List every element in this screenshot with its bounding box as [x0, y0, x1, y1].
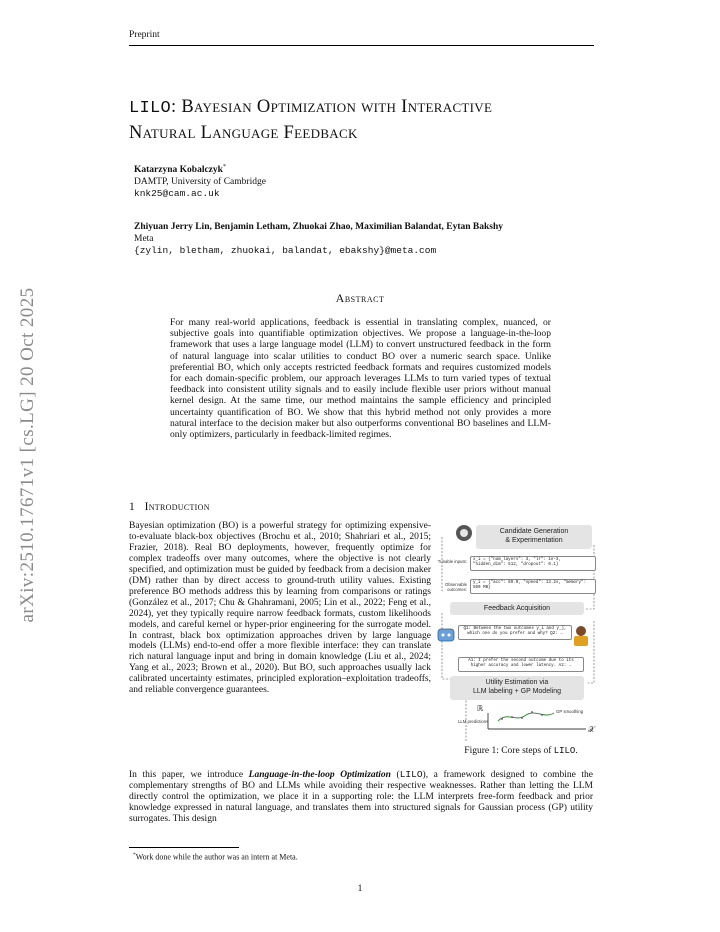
para2-method-name: Language-in-the-loop Optimization [248, 770, 391, 780]
intro-paragraph: Bayesian optimization (BO) is a powerful strategy for optimizing expensive-to-evaluate black-box objectives (Brochu et al., 2010; Shahriari et al., 2015; Frazier, 2018). Real BO deployments, however, frequently optimize for complex tradeoffs over many outcomes, where the objective is not clearly specified, and optimization must be guided by feedback from a decision maker (DM) rather than by direct access to ground-truth utility values. Existing preference BO methods address this by learning from comparisons or ratings (González et al., 2017; Chu & Ghahramani, 2005; Lin et al., 2022; Feng et al., 2024), yet they typically require narrow feedback formats, custom likelihoods models, and careful kernel or hyper-prior engineering for the surrogate model. In contrast, black box optimization approaches driven by large language models (LLMs) end-to-end offer a more flexible interface: they can translate rich natural language input and bring in domain knowledge (Liu et al., 2024; Yang et al., 2023; Brown et al., 2020). But BO, such approaches usually lack calibrated uncertainty estimates, principled exploration–exploitation tradeoffs, and reliable convergence guarantees. [129, 521, 431, 696]
utility-estimation-box [450, 676, 584, 700]
footnote-text: Work done while the author was an intern at Meta. [135, 852, 298, 862]
real-axis-label: ℝ [477, 704, 484, 713]
box1-line1: Candidate Generation [499, 528, 569, 535]
question-bubble: Q1: Between the two outcomes y_i and y_j, which one do you prefer and why? Q2: … [458, 625, 572, 640]
tunable-label: Tunable inputs: [437, 559, 467, 564]
para2-part1: In this paper, we introduce [129, 770, 249, 780]
author2-email[interactable]: {zylin, bletham, zhuokai, balandat, ebakshy}@meta.com [134, 245, 437, 256]
title-line1: : Bayesian Optimization with Interactive [171, 97, 493, 117]
section-number: 1 [129, 501, 136, 513]
figure-1 [436, 521, 598, 743]
section-title: Introduction [144, 501, 210, 513]
author-block-1: Katarzyna Kobalczyk* DAMTP, University of Cambridge knk25@cam.ac.uk [134, 164, 266, 200]
para2-part3: ), a framework designed to combine the complementary strengths of BO and LLMs while avoiding their respective weaknesses. Rather than letting the LLM directly control the optimization, we place it in a supporting role: the LLM interprets free-form feedback and prior knowledge expressed in natural language, and translates them into structured signals for Gaussian process (GP) utility surrogates. This design [129, 770, 594, 824]
abstract-heading: Abstract [335, 291, 385, 305]
observable-label: Observable outcomes: [445, 582, 467, 592]
box3-line2: LLM labeling + GP Modeling [472, 688, 561, 695]
caption-text: Figure 1: Core steps of [464, 746, 554, 756]
abstract-text: For many real-world applications, feedback is essential in translating complex, nuanced, or subjective goals into quantifiable optimization objectives. We propose a language-in-the-loop framework that uses a large language model (LLM) to convert unstructured feedback in the form of natural language into scalar utilities to conduct BO over a numeric search space. Unlike preferential BO, which only accepts restricted feedback formats and requires customized models for each domain-specific problem, our approach leverages LLMs to turn varied types of textual feedback into consistent utility signals and to easily include flexible user priors without manual kernel design. At the same time, our method maintains the sample efficiency and principled uncertainty quantification of BO. We show that this hybrid method not only provides a more natural interface to the decision maker but also outperforms conventional BO baselines and LLM-only optimizers, particularly in feedback-limited regimes. [170, 317, 551, 441]
author1-name: Katarzyna Kobalczyk [134, 165, 223, 176]
author1-affil: DAMTP, University of Cambridge [134, 176, 266, 187]
para2-acronym: LILO [399, 769, 423, 780]
title-acronym: LILO [129, 99, 172, 118]
answer-bubble: A1: I prefer the second outcome due to its higher accuracy and lower latency. A2: … [458, 657, 584, 672]
author-block-2 [134, 222, 503, 258]
paper-title [129, 95, 599, 145]
arxiv-stamp [8, 262, 48, 647]
author2-names: Zhiyuan Jerry Lin, Benjamin Letham, Zhuokai Zhao, Maximilian Balandat, Eytan Bakshy [134, 222, 503, 232]
caption-acronym: LILO [553, 746, 576, 756]
author2-affil: Meta [134, 233, 154, 244]
section-heading [129, 501, 210, 513]
llm-predictions-label: LLM predictions [458, 719, 489, 724]
gp-smoothing-label: GP smoothing [556, 709, 584, 714]
arxiv-id: arXiv:2510.17671v1 [cs.LG] 20 Oct 2025 [17, 287, 38, 622]
author1-email[interactable]: knk25@cam.ac.uk [134, 188, 220, 200]
footnote-rule [129, 847, 239, 848]
para2-part2: ( [390, 770, 400, 780]
box3-line1: Utility Estimation via [485, 679, 549, 686]
candidate-generation-box [476, 525, 592, 549]
feedback-acquisition-box: Feedback Acquisition [450, 602, 584, 615]
x-axis-label: 𝒳 [588, 725, 595, 734]
caption-period: . [575, 746, 578, 756]
running-header: Preprint [129, 30, 160, 40]
tunable-inputs-code: x_i = {"num_layers": 3, "lr": 1e-3, "hidden_dim": 512, "dropout": 0.1} [470, 556, 596, 571]
figure-caption [440, 746, 602, 756]
header-rule [129, 45, 594, 46]
box1-line2: & Experimentation [505, 537, 563, 544]
intro-paragraph-2 [129, 770, 593, 825]
observable-outcomes-code: y_i = {"acc": 89.0, "speed": 13.2s, "memory": 500 MB} [470, 579, 596, 594]
title-line2: Natural Language Feedback [129, 123, 358, 143]
footnote: *Work done while the author was an intern at Meta. [133, 852, 298, 862]
page-number: 1 [357, 884, 363, 894]
